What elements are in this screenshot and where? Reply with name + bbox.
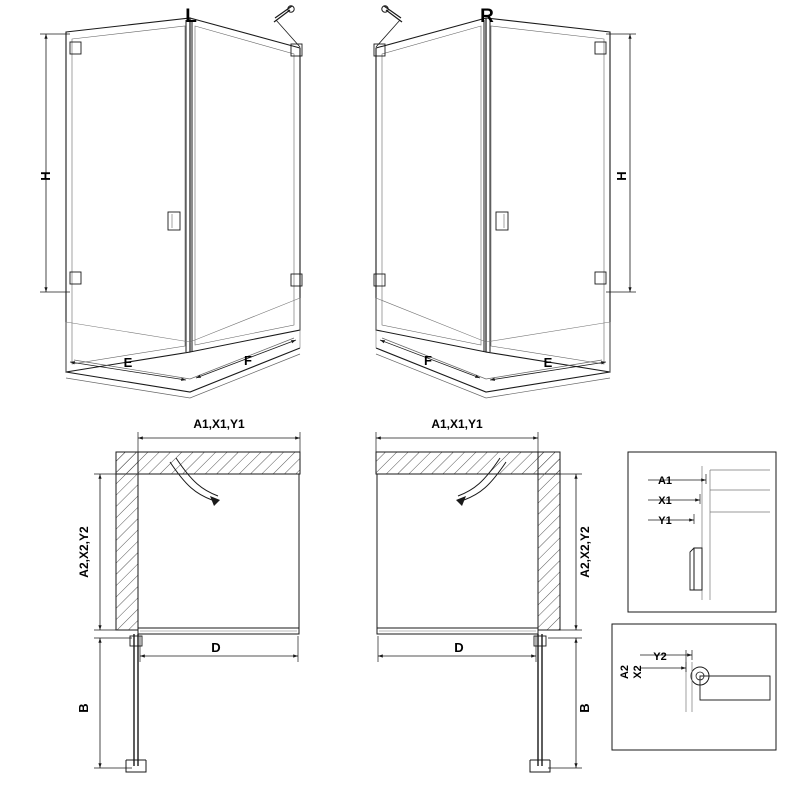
dimension-f-left: F bbox=[244, 353, 252, 368]
dimension-h-left: H bbox=[38, 171, 53, 181]
dimension-f-right: F bbox=[424, 353, 432, 368]
detail-bottom-row-x2: X2 bbox=[632, 665, 644, 679]
dimension-a1x1y1-left: A1,X1,Y1 bbox=[193, 417, 245, 431]
variant-label-right: R bbox=[480, 6, 494, 27]
dimension-b-right: B bbox=[577, 703, 592, 713]
detail-top-row-a1: A1 bbox=[657, 475, 673, 487]
dimension-d-right: D bbox=[454, 640, 464, 655]
dimension-h-right: H bbox=[614, 171, 629, 181]
dimension-a1x1y1-right: A1,X1,Y1 bbox=[431, 417, 483, 431]
elevation-right bbox=[374, 6, 636, 398]
dimension-a2x2y2-right: A2,X2,Y2 bbox=[578, 526, 592, 578]
detail-top bbox=[628, 452, 776, 612]
dimension-d-left: D bbox=[211, 640, 221, 655]
detail-bottom-row-a2: A2 bbox=[619, 664, 631, 680]
plan-right bbox=[376, 432, 582, 772]
dimension-b-left: B bbox=[76, 703, 91, 713]
detail-top-row-x1: X1 bbox=[658, 495, 672, 507]
dimension-e-right: E bbox=[543, 355, 553, 370]
dimension-a2x2y2-left: A2,X2,Y2 bbox=[77, 526, 91, 578]
dimension-e-left: E bbox=[123, 355, 133, 370]
detail-top-row-y1: Y1 bbox=[658, 515, 672, 527]
detail-bottom bbox=[612, 624, 776, 750]
plan-left bbox=[94, 432, 300, 772]
variant-label-left: L bbox=[185, 6, 197, 27]
detail-bottom-row-y2: Y2 bbox=[653, 651, 667, 663]
elevation-left bbox=[40, 6, 302, 398]
